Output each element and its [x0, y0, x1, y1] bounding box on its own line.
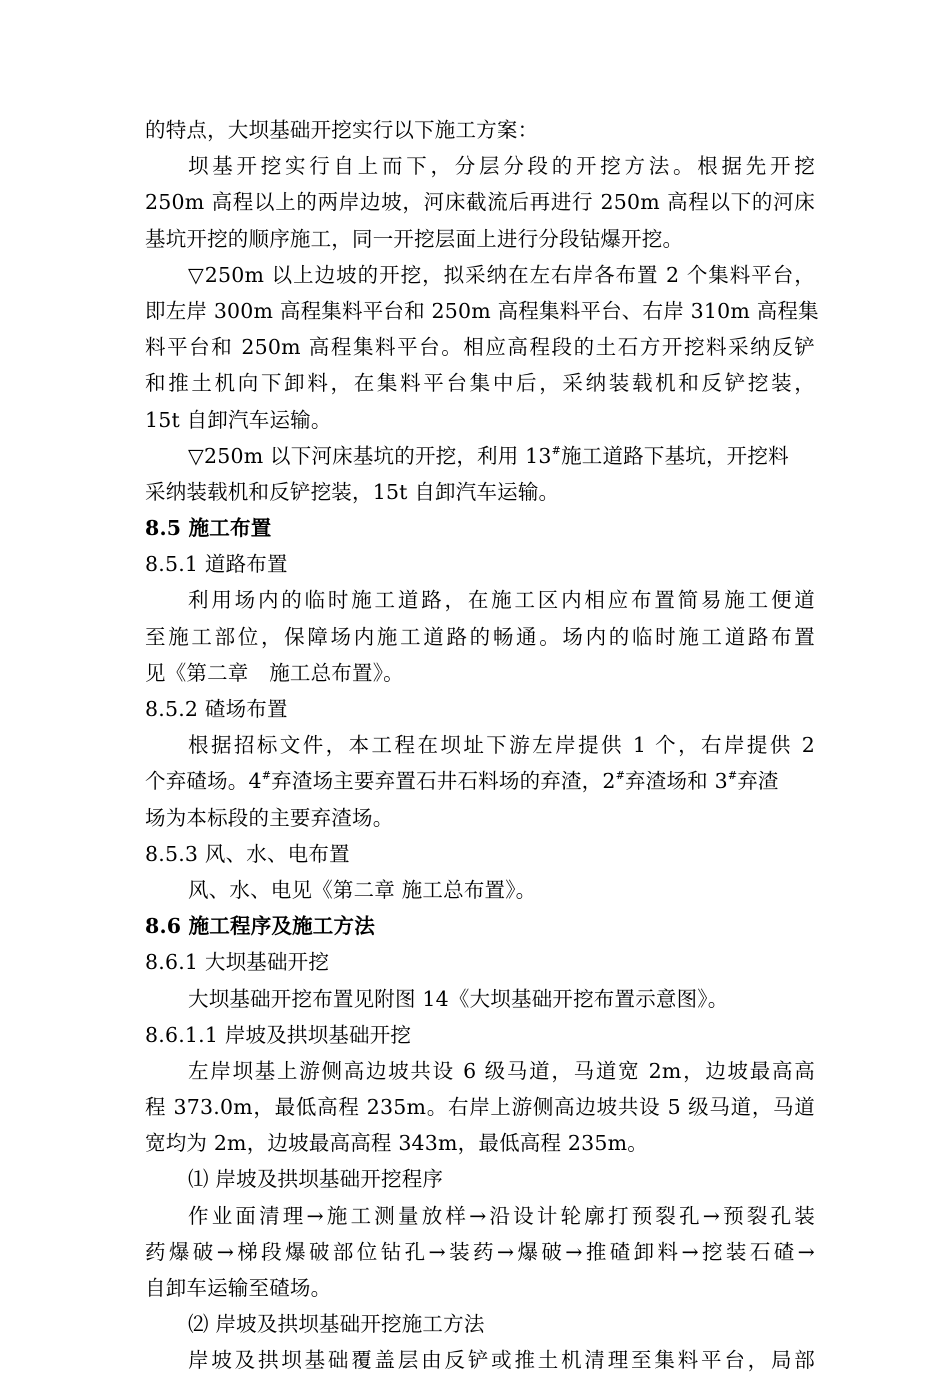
paragraph-line: 风、水、电见《第二章 施工总布置》。 — [188, 877, 537, 902]
paragraph-line: 程 373.0m，最低高程 235m。右岸上游侧高边坡共设 5 级马道，马道 — [145, 1095, 815, 1120]
superscript-mark: # — [261, 769, 272, 783]
text-segment: 弃渣 — [737, 769, 779, 794]
list-item-heading: ⑴ 岸坡及拱坝基础开挖程序 — [188, 1167, 444, 1192]
paragraph-line: 岸坡及拱坝基础覆盖层由反铲或推土机清理至集料平台，局部 — [188, 1348, 815, 1373]
paragraph-line: 场为本标段的主要弃渣场。 — [145, 805, 394, 830]
paragraph-line: 和推土机向下卸料，在集料平台集中后，采纳装载机和反铲挖装， — [145, 371, 815, 396]
paragraph-line: 基坑开挖的顺序施工，同一开挖层面上进行分段钻爆开挖。 — [145, 226, 684, 251]
text-segment: 个弃碴场。4 — [145, 769, 262, 794]
subsection-heading-8-5-2: 8.5.2 碴场布置 — [145, 697, 288, 721]
section-heading-8-5: 8.5 施工布置 — [145, 516, 272, 541]
paragraph-line: 见《第二章 施工总布置》。 — [145, 660, 404, 685]
paragraph-line: 250m 高程以上的两岸边坡，河床截流后再进行 250m 高程以下的河床 — [145, 190, 815, 215]
paragraph-line: 大坝基础开挖布置见附图 14《大坝基础开挖布置示意图》。 — [188, 986, 729, 1011]
paragraph-line: 作业面清理→施工测量放样→沿设计轮廓打预裂孔→预裂孔装 — [188, 1203, 815, 1228]
text-segment: ▽250m 以下河床基坑的开挖，利用 13 — [188, 443, 552, 468]
paragraph-continuation-line: 的特点，大坝基础开挖实行以下施工方案： — [145, 118, 539, 142]
paragraph-line: 自卸车运输至碴场。 — [145, 1276, 332, 1300]
document-body — [145, 112, 819, 1379]
paragraph-line: 宽均为 2m，边坡最高高程 343m，最低高程 235m。 — [145, 1131, 648, 1156]
text-segment: 施工道路下基坑，开挖料 — [561, 443, 789, 468]
subsection-heading-8-6-1-1: 8.6.1.1 岸坡及拱坝基础开挖 — [145, 1022, 412, 1047]
paragraph-line: 药爆破→梯段爆破部位钻孔→装药→爆破→推碴卸料→挖装石碴→ — [145, 1239, 815, 1264]
superscript-mark: # — [615, 769, 626, 783]
text-segment: 弃渣场主要弃置石井石料场的弃渣，2 — [271, 769, 616, 794]
paragraph-line: 即左岸 300m 高程集料平台和 250m 高程集料平台、右岸 310m 高程集 — [145, 298, 819, 323]
paragraph-line — [145, 763, 815, 799]
superscript-mark: # — [727, 769, 738, 783]
paragraph-line: 利用场内的临时施工道路，在施工区内相应布置简易施工便道 — [188, 588, 815, 613]
paragraph-line: 采纳装载机和反铲挖装，15t 自卸汽车运输。 — [145, 479, 560, 504]
paragraph-line: 15t 自卸汽车运输。 — [145, 407, 332, 432]
paragraph-line: 左岸坝基上游侧高边坡共设 6 级马道，马道宽 2m，边坡最高高 — [188, 1058, 815, 1083]
paragraph-line: 料平台和 250m 高程集料平台。相应高程段的土石方开挖料采纳反铲 — [145, 335, 815, 360]
subsection-heading-8-5-1: 8.5.1 道路布置 — [145, 552, 288, 577]
paragraph-line — [145, 438, 815, 474]
superscript-mark: # — [551, 443, 562, 457]
text-segment: 弃渣场和 3 — [625, 769, 728, 794]
paragraph-line: ▽250m 以上边坡的开挖，拟采纳在左右岸各布置 2 个集料平台， — [188, 262, 815, 287]
subsection-heading-8-5-3: 8.5.3 风、水、电布置 — [145, 841, 350, 866]
subsection-heading-8-6-1: 8.6.1 大坝基础开挖 — [145, 950, 330, 975]
list-item-heading: ⑵ 岸坡及拱坝基础开挖施工方法 — [188, 1312, 485, 1337]
paragraph-line: 根据招标文件，本工程在坝址下游左岸提供 1 个，右岸提供 2 — [188, 733, 815, 758]
paragraph-line: 坝基开挖实行自上而下，分层分段的开挖方法。根据先开挖 — [188, 154, 815, 179]
paragraph-line: 至施工部位，保障场内施工道路的畅通。场内的临时施工道路布置 — [145, 624, 815, 649]
section-heading-8-6: 8.6 施工程序及施工方法 — [145, 914, 375, 939]
